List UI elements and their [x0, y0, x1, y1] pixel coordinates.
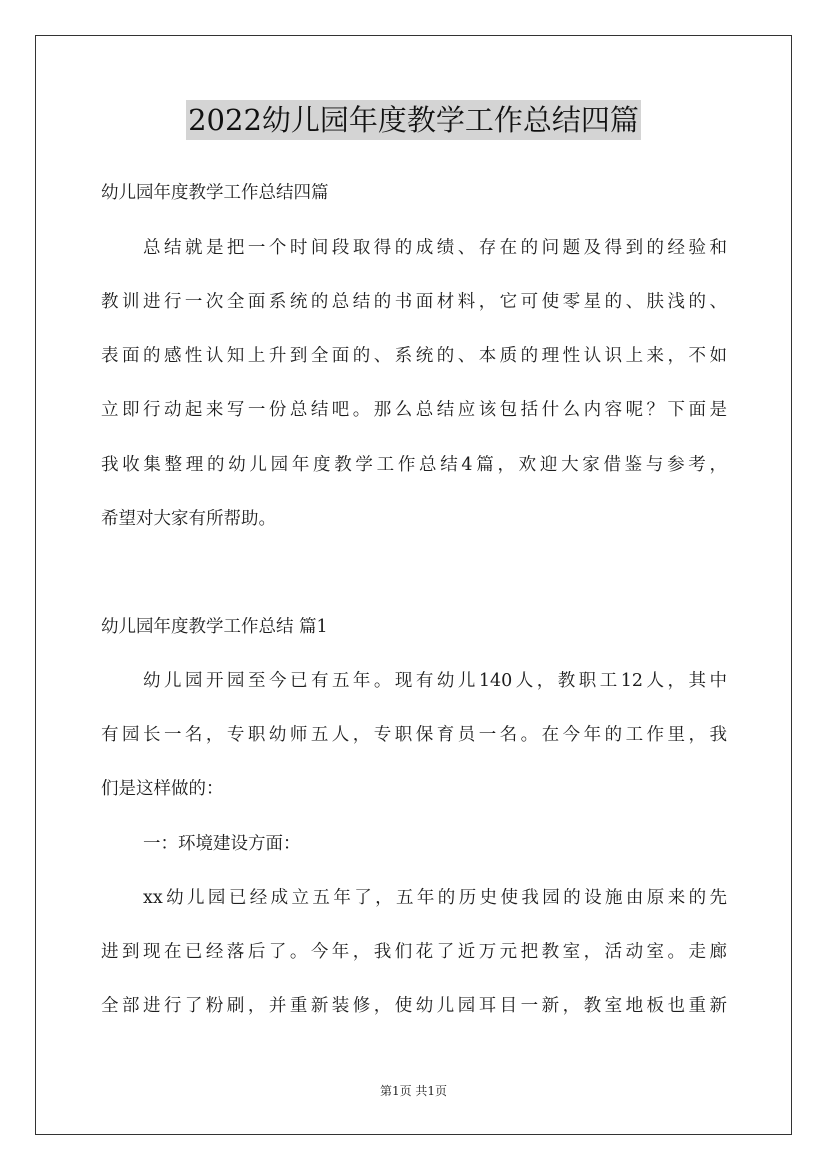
paragraph-line: 进到现在已经落后了。今年，我们花了近万元把教室，活动室。走廊 [101, 942, 727, 962]
paragraph-line: 有园长一名，专职幼师五人，专职保育员一名。在今年的工作里，我 [101, 725, 727, 745]
title-container [0, 100, 827, 140]
paragraph-line: 立即行动起来写一份总结吧。那么总结应该包括什么内容呢？下面是 [101, 400, 727, 420]
subsection-heading: 一：环境建设方面： [143, 834, 301, 854]
paragraph-line: 总结就是把一个时间段取得的成绩、存在的问题及得到的经验和 [143, 238, 727, 258]
paragraph-line: 表面的感性认知上升到全面的、系统的、本质的理性认识上来，不如 [101, 346, 727, 366]
document-title: 2022幼儿园年度教学工作总结四篇 [186, 100, 641, 140]
paragraph-line: 我收集整理的幼儿园年度教学工作总结4篇，欢迎大家借鉴与参考， [101, 455, 727, 475]
paragraph-line: 全部进行了粉刷，并重新装修，使幼儿园耳目一新，教室地板也重新 [101, 996, 727, 1016]
page-footer: 第1页 共1页 [379, 1084, 448, 1098]
section-heading: 幼儿园年度教学工作总结 篇1 [101, 617, 328, 637]
document-subtitle: 幼儿园年度教学工作总结四篇 [101, 183, 329, 203]
paragraph-line: 幼儿园开园至今已有五年。现有幼儿140人，教职工12人，其中 [143, 671, 727, 691]
paragraph-line: 教训进行一次全面系统的总结的书面材料，它可使零星的、肤浅的、 [101, 292, 727, 312]
paragraph-line: 们是这样做的： [101, 779, 224, 799]
paragraph-line: xx幼儿园已经成立五年了，五年的历史使我园的设施由原来的先 [143, 888, 727, 908]
paragraph-line: 希望对大家有所帮助。 [101, 509, 276, 529]
